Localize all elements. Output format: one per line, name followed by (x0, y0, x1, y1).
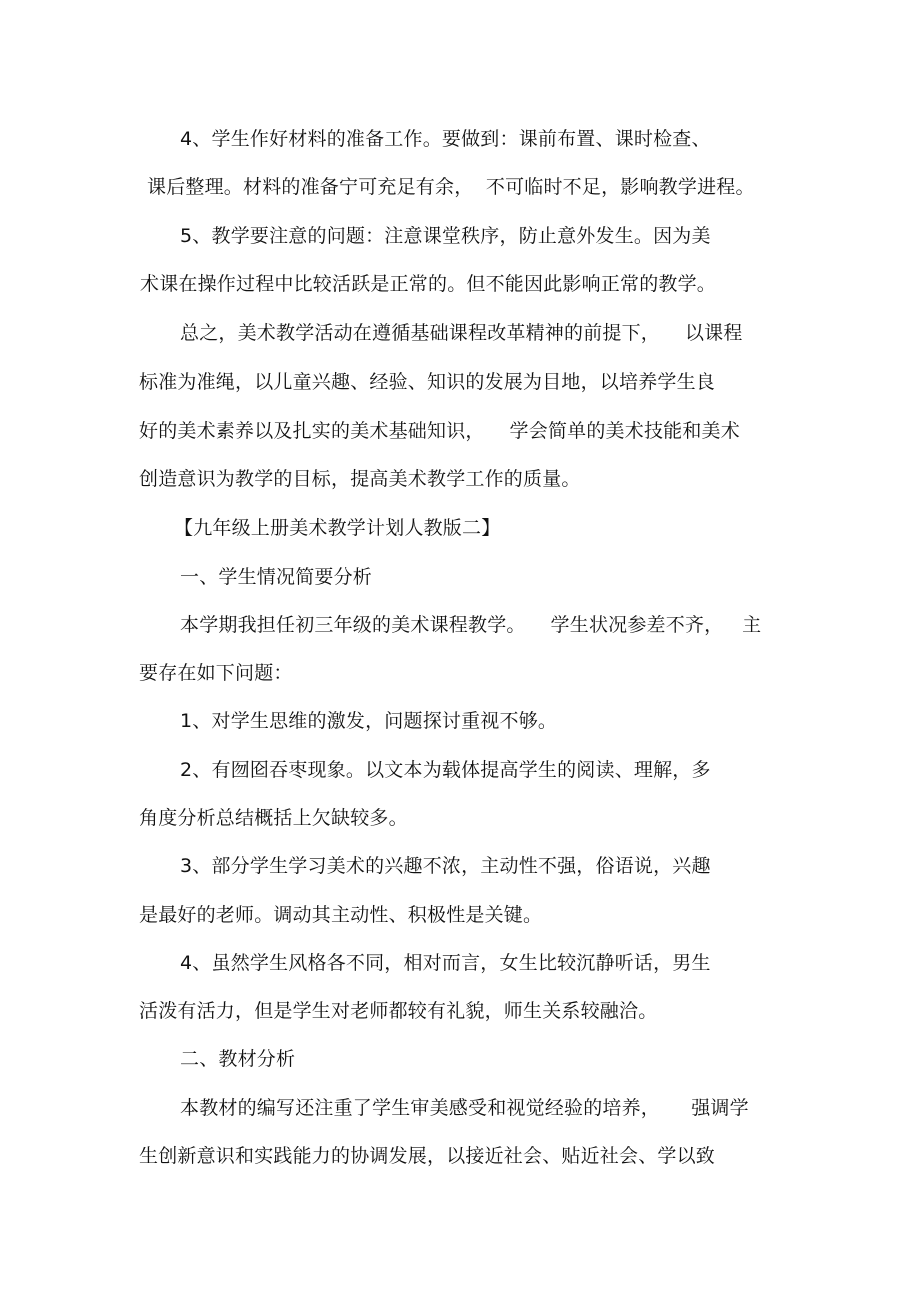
paragraph-line-9: 本学期我担任初三年级的美术课程教学。 学生状况参差不齐， 主 (180, 614, 762, 636)
paragraph-line-4: 术课在操作过程中比较活跃是正常的。但不能因此影响正常的教学。 (140, 273, 717, 295)
list-item-2-line-2: 角度分析总结概括上欠缺较多。 (139, 807, 408, 829)
section-heading-1: 一、学生情况简要分析 (180, 566, 373, 588)
section-title-2: 【九年级上册美术教学计划人教版二】 (174, 517, 501, 539)
paragraph-line-6: 标准为准绳，以儿童兴趣、经验、知识的发展为目地，以培养学生良 (139, 371, 716, 393)
paragraph-line-12: 生创新意识和实践能力的协调发展，以接近社会、贴近社会、学以致 (139, 1145, 716, 1167)
list-item-1: 1、对学生思维的激发，问题探讨重视不够。 (180, 710, 558, 732)
section-heading-2: 二、教材分析 (180, 1048, 296, 1070)
paragraph-line-5: 总之，美术教学活动在遵循基础课程改革精神的前提下， 以课程 (180, 322, 743, 344)
list-item-3-line-2: 是最好的老师。调动其主动性、积极性是关键。 (139, 904, 543, 926)
paragraph-line-7: 好的美术素养以及扎实的美术基础知识， 学会简单的美术技能和美术 (139, 420, 740, 442)
paragraph-line-2: 课后整理。材料的准备宁可充足有余， 不可临时不足，影响教学进程。 (147, 176, 755, 198)
paragraph-line-1: 4、学生作好材料的准备工作。要做到：课前布置、课时检查、 (180, 128, 711, 150)
list-item-2-line-1: 2、有囫囵吞枣现象。以文本为载体提高学生的阅读、理解，多 (180, 759, 711, 781)
list-item-4-line-2: 活泼有活力，但是学生对老师都较有礼貌，师生关系较融洽。 (139, 1000, 658, 1022)
list-item-4-line-1: 4、虽然学生风格各不同，相对而言，女生比较沉静听话，男生 (180, 952, 711, 974)
paragraph-line-3: 5、教学要注意的问题：注意课堂秩序，防止意外发生。因为美 (180, 225, 711, 247)
paragraph-line-8: 创造意识为教学的目标，提高美术教学工作的质量。 (139, 468, 581, 490)
paragraph-line-11: 本教材的编写还注重了学生审美感受和视觉经验的培养， 强调学 (180, 1097, 749, 1119)
list-item-3-line-1: 3、部分学生学习美术的兴趣不浓，主动性不强，俗语说，兴趣 (180, 855, 711, 877)
paragraph-line-10: 要存在如下问题： (139, 662, 293, 684)
